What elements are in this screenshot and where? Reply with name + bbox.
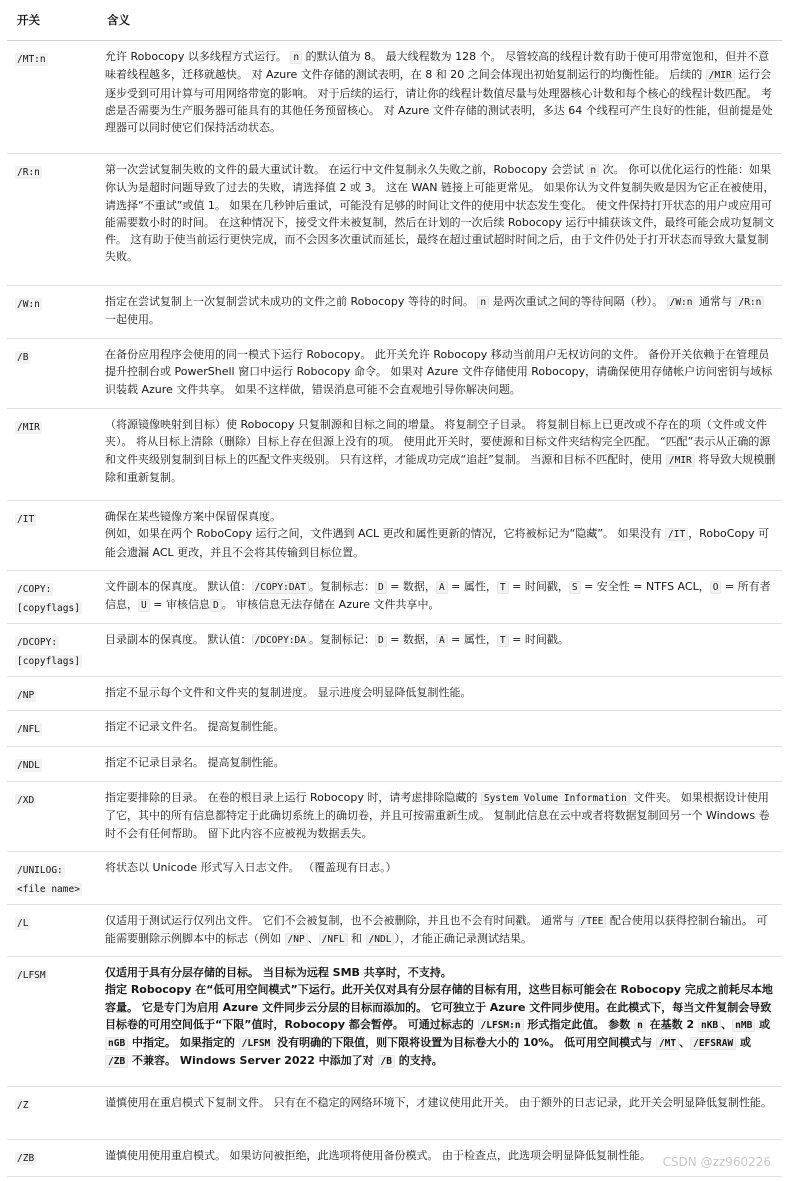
table-row [7, 571, 782, 624]
inline-code: /R:n [735, 296, 764, 309]
robocopy-switch-table [7, 0, 782, 1177]
description-text: = 属性， [447, 580, 497, 593]
switch-code [15, 50, 91, 69]
description-cell [97, 41, 782, 154]
switch-cell [7, 1087, 97, 1140]
description-text: = 审核信息 [149, 598, 210, 612]
table-row [7, 286, 782, 339]
inline-code: /MIR [666, 454, 695, 467]
description-text: 例如，如果在两个 RoboCopy 运行之间，文件遇到 ACL 更改和属性更新的情况，它将被标记为“隐藏”。 如果没有 [105, 527, 666, 541]
description-text: 指定不记录文件名。 提高复制性能。 [105, 720, 285, 733]
description-text: = 时间戳， [508, 580, 569, 593]
description-cell [97, 747, 782, 782]
inline-code: n [634, 1019, 646, 1032]
switch-code-line: [copyflags] [17, 603, 80, 614]
inline-code: A [436, 634, 448, 647]
description-cell [97, 1087, 782, 1140]
description-text: 或 [736, 1036, 751, 1050]
switch-code-line: /MIR [17, 422, 40, 433]
inline-code: /MT [656, 1037, 679, 1050]
description-text: = 时间戳。 [508, 633, 569, 646]
switch-cell [7, 747, 97, 782]
switch-cell [7, 339, 97, 409]
switch-code [15, 348, 91, 367]
description-text: 、 [679, 1036, 691, 1050]
inline-code: System Volume Information [481, 792, 630, 805]
switch-code [15, 163, 91, 182]
description-cell [97, 409, 782, 501]
inline-code: /NDL [366, 933, 395, 946]
inline-code: /LFSM:n [478, 1019, 524, 1032]
inline-code: T [497, 634, 509, 647]
switch-code-line: /IT [17, 514, 35, 525]
switch-code-line: /B [17, 352, 29, 363]
inline-code: /ZB [105, 1055, 128, 1068]
description-text: 第一次尝试复制失败的文件的最大重试计数。 在运行中文件复制永久失败之前，Robocopy 会尝试 [105, 163, 588, 176]
description-cell [97, 154, 782, 286]
switch-cell [7, 409, 97, 501]
description-text: 没有明确的下限值，则下限将设置为目标卷大小的 10%。 低可用空间模式与 [273, 1036, 656, 1050]
table-row [7, 852, 782, 905]
inline-code: n [290, 51, 302, 64]
switch-cell [7, 154, 97, 286]
description-cell [97, 501, 782, 571]
column-header-meaning: 含义 [97, 0, 782, 41]
inline-code: D [375, 634, 387, 647]
table-row [7, 339, 782, 409]
inline-code: nGB [105, 1037, 128, 1050]
description-text: 在备份应用程序会使用的同一模式下运行 Robocopy。 此开关允许 Robocopy 移动当前用户无权访问的文件。 备份开关依赖于在管理员提升控制台或 PowerShell 窗口中运行 Robocopy 命令。 如果对 Azure 文件存储使用 Robocopy，请确保使用存储帐户访问密钥与域标识装载 Azure 文件共享。 如果不这样做，错误消息可能不会直观地引导你解决问题。 [105, 348, 773, 396]
description-cell [97, 852, 782, 905]
description-text: 的默认值为 8。 最大线程数为 128 个。 尽管较高的线程计数有助于使可用带宽饱和，但并不意味着线程越多，迁移就越快。 对 Azure 文件存储的测试表明，在 8 和 20 之间会体现出初始复制运行的均衡性能。 后续的 [105, 50, 770, 82]
table-row [7, 154, 782, 286]
description-text: 或 [755, 1017, 771, 1031]
inline-code: D [375, 581, 387, 594]
switch-code-line: /NFL [17, 724, 40, 735]
csdn-watermark: CSDN @zz960226 [662, 1155, 771, 1169]
description-cell [97, 624, 782, 677]
description-text: 运行会逐步受到可用计算与可用网络带宽的影响。 对于后续的运行，请让你的线程计数值尽量与处理器核心计数和每个核心的线程计数匹配。 考虑是否需要为生产服务器可能具有的其他任务预留核心。 对 Azure 文件存储的测试表明，多达 64 个线程可产生良好的性能，但前提是处理器可以同时使它们保持活动状态。 [105, 68, 773, 135]
description-text: = 安全性 = NTFS ACL， [580, 580, 710, 593]
switch-code-line: /ZB [17, 1153, 35, 1164]
switch-code [15, 791, 91, 810]
inline-code: nMB [732, 1019, 755, 1032]
inline-code: /TEE [578, 915, 607, 928]
switch-cell [7, 852, 97, 905]
inline-code: /NP [285, 933, 308, 946]
switch-cell [7, 286, 97, 339]
switch-cell [7, 624, 97, 677]
switch-cell [7, 41, 97, 154]
description-cell [97, 957, 782, 1087]
description-cell [97, 286, 782, 339]
description-text: 仅适用于具有分层存储的目标。 当目标为远程 SMB 共享时，不支持。 [105, 966, 452, 979]
switch-code [15, 720, 91, 739]
column-header-switch: 开关 [7, 0, 97, 41]
switch-code [15, 418, 91, 437]
description-text: （将源镜像映射到目标）使 Robocopy 只复制源和目标之间的增量。 将复制空子目录。 将复制目标上已更改或不存在的项（文件或文件夹）。 将从目标上清除（删除）目标上存在但源上没有的项。 使用此开关时，要使源和目标文件夹结构完全匹配。 “匹配”表示从正确的源和文件夹级别复制到目标上的匹配文件夹级别。 只有这样，才能成功完成“追赶”复制。 当源和目标不匹配时，使用 [105, 418, 771, 466]
description-text: 在基数 2 [645, 1017, 698, 1031]
inline-code: /W:n [667, 296, 696, 309]
switch-code [15, 1149, 91, 1168]
inline-code: U [138, 599, 150, 612]
switch-code-line: /NDL [17, 760, 40, 771]
switch-code-line: /NP [17, 690, 35, 701]
description-cell [97, 782, 782, 852]
table-row [7, 409, 782, 501]
description-text: 中指定。 如果指定的 [128, 1036, 239, 1050]
switch-code [15, 914, 91, 933]
description-text: 允许 Robocopy 以多线程方式运行。 [105, 50, 291, 63]
inline-code: O [710, 581, 722, 594]
description-text: 的支持。 [394, 1054, 443, 1068]
table-row [7, 782, 782, 852]
switch-cell [7, 571, 97, 624]
description-text: 、 [721, 1017, 733, 1031]
table-row [7, 957, 782, 1087]
inline-code: /NFL [319, 933, 348, 946]
description-text: 指定要排除的目录。 在卷的根目录上运行 Robocopy 时，请考虑排除隐藏的 [105, 791, 481, 804]
switch-code [15, 861, 91, 899]
description-text: 是两次重试之间的等待间隔（秒）。 [489, 295, 667, 308]
description-text: 指定不显示每个文件和文件夹的复制进度。 显示进度会明显降低复制性能。 [105, 686, 472, 699]
description-text: ），才能正确记录测试结果。 [394, 932, 532, 946]
switch-code-line: /R:n [17, 167, 40, 178]
table-row [7, 624, 782, 677]
description-text: = 所有者信息， [105, 580, 771, 612]
description-text: 谨慎使用在重启模式下复制文件。 只有在不稳定的网络环境下，才建议使用此开关。 由于额外的日志记录，此开关会明显降低复制性能。 [105, 1096, 772, 1109]
inline-code: /DCOPY:DA [252, 634, 309, 647]
switch-code-line: /XD [17, 795, 35, 806]
switch-code-line: [copyflags] [17, 656, 80, 667]
description-cell [97, 339, 782, 409]
switch-code [15, 580, 91, 618]
description-text: 将状态以 Unicode 形式写入日志文件。 （覆盖现有日志。） [105, 861, 397, 874]
description-text: = 属性， [447, 633, 497, 646]
description-text: 和 [347, 932, 366, 946]
table-row [7, 501, 782, 571]
table-header-row [7, 0, 782, 41]
switch-code-line: /COPY: [17, 584, 52, 595]
description-cell [97, 677, 782, 711]
description-text: ，RoboCopy 可能会遗漏 ACL 更改，并且不会将其传输到目标位置。 [105, 527, 770, 559]
description-text: = 数据， [386, 633, 436, 646]
inline-code: T [497, 581, 509, 594]
description-text: 将导致大规模删除和重新复制。 [105, 452, 776, 484]
inline-code: nKB [698, 1019, 721, 1032]
switch-code [15, 966, 91, 985]
switch-code [15, 1096, 91, 1115]
description-text: 指定不记录目录名。 提高复制性能。 [105, 756, 285, 769]
description-text: = 数据， [386, 580, 436, 593]
inline-code: /B [378, 1055, 395, 1068]
table-body [7, 41, 782, 1177]
switch-cell [7, 711, 97, 747]
inline-code: /COPY:DAT [252, 581, 309, 594]
table-row [7, 747, 782, 782]
switch-code-line: /Z [17, 1100, 29, 1111]
inline-code: D [210, 599, 222, 612]
description-text: 谨慎使用使用重启模式。 如果访问被拒绝，此选项将使用备份模式。 由于检查点，此选项会明显降低复制性能。 [105, 1149, 651, 1162]
switch-cell [7, 677, 97, 711]
inline-code: n [587, 164, 599, 177]
description-text: 仅适用于测试运行仅列出文件。 它们不会被复制，也不会被删除，并且也不会有时间戳。 通常与 [105, 914, 578, 927]
inline-code: /MIR [706, 69, 735, 82]
switch-cell [7, 501, 97, 571]
table-row [7, 41, 782, 154]
description-text: 文件夹。 如果根据设计使用了它，其中的所有信息都特定于此确切系统上的确切卷，并且可按需重新生成。 复制此信息在云中或者将数据复制回另一个 Windows 卷时不会有任何帮助。 留下此内容不应被视为数据丢失。 [105, 791, 770, 840]
switch-code [15, 756, 91, 775]
description-text: 、 [307, 932, 319, 946]
switch-code-line: /L [17, 918, 29, 929]
table-row [7, 711, 782, 747]
description-text: 不兼容。 Windows Server 2022 中添加了对 [128, 1054, 378, 1068]
description-text: 指定 Robocopy 在“低可用空间模式”下运行。此开关仅对具有分层存储的目标有用，这些目标可能会在 Robocopy 完成之前耗尽本地容量。 它是专门为启用 Azure 文件同步云分层的目标而添加的。 它可独立于 Azure 文件同步使用。在此模式下，每当文件复制会导致目标卷的可用空间低于“下限”值时，Robocopy 都会暂停。 可通过标志的 [105, 983, 773, 1031]
inline-code: /IT [665, 528, 688, 541]
description-cell [97, 571, 782, 624]
description-text: 目录副本的保真度。 默认值： [105, 633, 252, 646]
switch-cell [7, 1140, 97, 1177]
description-text: 指定在尝试复制上一次复制尝试未成功的文件之前 Robocopy 等待的时间。 [105, 295, 478, 308]
description-cell [97, 905, 782, 957]
description-text: 配合使用以获得控制台输出。 可能需要删除示例脚本中的标志（例如 [105, 914, 768, 946]
description-text: 形式指定此值。 参数 [523, 1017, 635, 1031]
switch-code [15, 686, 91, 705]
switch-code [15, 510, 91, 529]
switch-code-line: /DCOPY: [17, 637, 58, 648]
description-text: 文件副本的保真度。 默认值： [105, 580, 252, 593]
inline-code: n [477, 296, 489, 309]
switch-code-line: /W:n [17, 299, 40, 310]
switch-cell [7, 957, 97, 1087]
switch-code-line: /UNILOG: [17, 865, 63, 876]
switch-cell [7, 905, 97, 957]
description-text: 。 审核信息无法存储在 Azure 文件共享中。 [221, 598, 440, 612]
description-text: 。复制标记： [308, 633, 375, 646]
switch-code [15, 295, 91, 314]
switch-code [15, 633, 91, 671]
table-row [7, 677, 782, 711]
inline-code: S [569, 581, 581, 594]
table-row [7, 1087, 782, 1140]
robocopy-switch-table-container [7, 0, 782, 1177]
table-row [7, 905, 782, 957]
inline-code: /EFSRAW [690, 1037, 736, 1050]
switch-code-line: /LFSM [17, 970, 46, 981]
description-text: 确保在某些镜像方案中保留保真度。 [105, 510, 281, 523]
inline-code: A [436, 581, 448, 594]
description-text: 通常与 [695, 295, 736, 308]
switch-code-line: /MT:n [17, 54, 46, 65]
description-text: 一起使用。 [105, 313, 160, 327]
switch-cell [7, 782, 97, 852]
switch-code-line: <file name> [17, 884, 80, 895]
description-text: 次。 你可以优化运行的性能：如果你认为是超时问题导致了过去的失败，请选择值 2 或 3。 这在 WAN 链接上可能更常见。 如果你认为文件复制失败是因为它正在被使用，请选择“不重试”或值 1。 如果在几秒钟后重试，可能没有足够的时间让文件的使用中状态发生变化。 使文件保持打开状态的用户或应用可能需要数小时的时间。 在这种情况下，接受文件未被复制，然后在计划的一次后续 Robocopy 运行中捕获该文件，最终可能会成功复制文件。 这有助于使当前运行更快完成，而不会因多次重试而延长，最终在超过重试超时时间之后，由于文件仍处于打开状态而导致大量复制失败。 [105, 163, 775, 264]
inline-code: /LFSM [239, 1037, 274, 1050]
description-text: 。复制标志： [308, 580, 375, 593]
description-cell [97, 711, 782, 747]
